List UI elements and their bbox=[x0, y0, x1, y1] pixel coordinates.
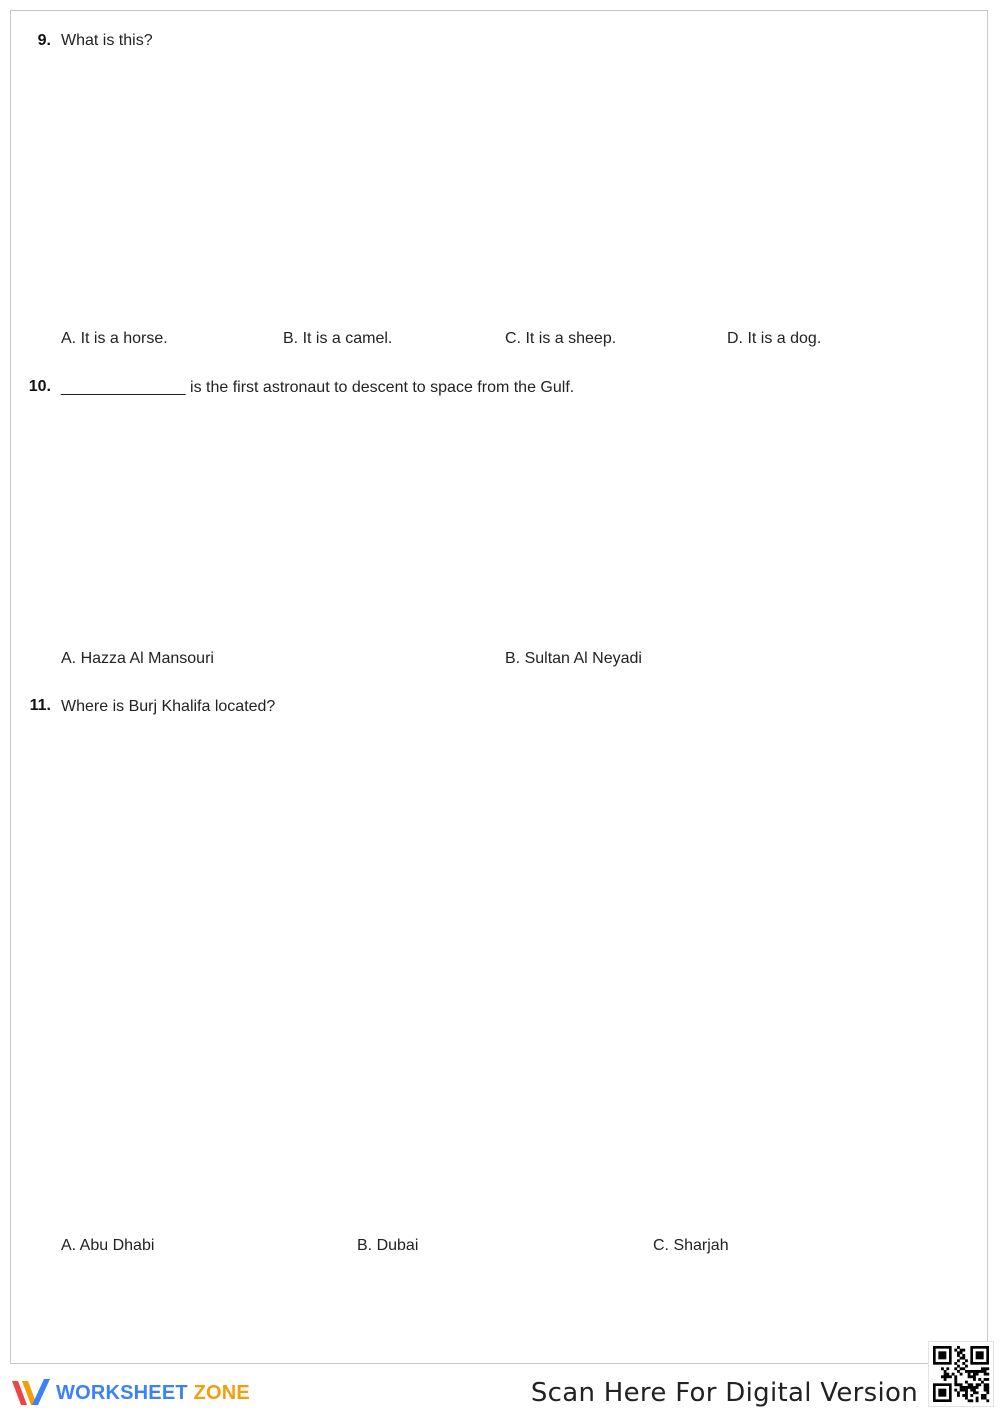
brand-word-2: ZONE bbox=[193, 1381, 250, 1404]
scan-instruction: Scan Here For Digital Version bbox=[530, 1378, 918, 1408]
question-11-option-c[interactable]: C. Sharjah bbox=[653, 1237, 729, 1254]
question-9-option-a[interactable]: A. It is a horse. bbox=[61, 330, 168, 347]
brand-mark-icon bbox=[10, 1377, 52, 1409]
worksheetzone-logo[interactable] bbox=[10, 1377, 250, 1409]
question-11-number: 11. bbox=[29, 697, 51, 714]
question-9-option-d[interactable]: D. It is a dog. bbox=[727, 330, 822, 347]
question-9-text: What is this? bbox=[61, 32, 153, 49]
question-10-option-b[interactable]: B. Sultan Al Neyadi bbox=[505, 650, 642, 667]
page-frame bbox=[10, 10, 988, 1364]
qr-code-graphic bbox=[929, 1342, 993, 1406]
brand-word-1: WORKSHEET bbox=[56, 1381, 188, 1404]
question-9-number: 9. bbox=[37, 32, 51, 49]
question-11-option-b[interactable]: B. Dubai bbox=[357, 1237, 419, 1254]
question-10-text: ______________ is the first astronaut to descent to space from the Gulf. bbox=[61, 379, 575, 396]
question-9-option-c[interactable]: C. It is a sheep. bbox=[505, 330, 617, 347]
question-9-option-b[interactable]: B. It is a camel. bbox=[283, 330, 393, 347]
question-10-option-a[interactable]: A. Hazza Al Mansouri bbox=[61, 650, 214, 667]
qr-code-icon[interactable] bbox=[928, 1341, 994, 1407]
question-10-number: 10. bbox=[28, 378, 51, 395]
brand-wordmark bbox=[56, 1382, 250, 1405]
question-11-option-a[interactable]: A. Abu Dhabi bbox=[61, 1237, 155, 1254]
question-11-text: Where is Burj Khalifa located? bbox=[61, 698, 276, 715]
